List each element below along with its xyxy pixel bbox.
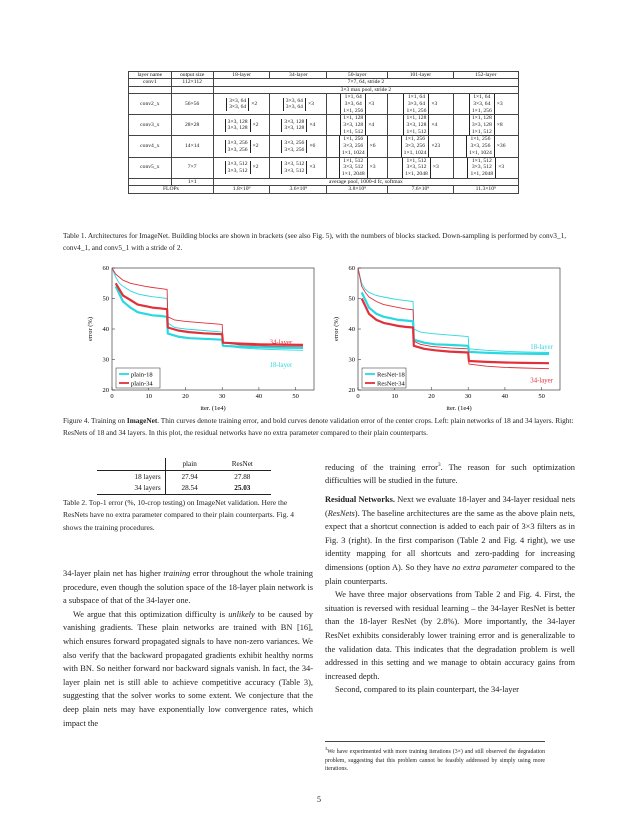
flops-value: 11.3×10⁹ — [453, 186, 518, 193]
inline-series-label: 34-layer — [530, 377, 553, 385]
table-row — [129, 79, 519, 86]
block-layer: 3×3, 512 — [284, 160, 305, 167]
x-tick-label: 30 — [218, 393, 226, 400]
flops-value: 3.6×10⁹ — [270, 186, 327, 193]
figure4-caption-bold: ImageNet — [126, 416, 158, 425]
block-cell — [388, 94, 453, 115]
y-tick-label: 60 — [102, 265, 109, 272]
figure4-caption — [63, 415, 575, 438]
row-label: 18 layers — [97, 470, 165, 482]
block-cell — [213, 94, 270, 115]
final-layer-cell: average pool, 1000-d fc, softmax — [213, 178, 518, 185]
block-layer: 3×3, 512 — [343, 164, 364, 171]
block-layer: 3×3, 512 — [227, 160, 248, 167]
layer-name-cell: conv1 — [129, 79, 172, 86]
block-cell — [270, 94, 327, 115]
left-column — [63, 567, 313, 730]
text-span: error throughout the whole training procedure, even though the solution space of the 18-layer plain network is a subspace of that of the 34-layer one. — [63, 569, 313, 606]
block-multiplier: ×36 — [496, 143, 506, 150]
block-layer: 3×3, 256 — [284, 146, 305, 153]
block-layer: 3×3, 64 — [407, 100, 425, 107]
block-multiplier: ×3 — [309, 164, 316, 171]
block-layer: 1×1, 128 — [471, 115, 492, 122]
resnet-value: 25.03 — [214, 482, 271, 494]
footnote-mark: 3 — [325, 746, 328, 751]
x-tick-label: 20 — [428, 393, 435, 400]
block-layer: 1×1, 1024 — [469, 149, 492, 156]
block-bracket — [281, 161, 307, 174]
block-bracket — [281, 140, 307, 153]
legend-label: ResNet-34 — [377, 380, 405, 388]
output-size-cell: 28×28 — [171, 115, 213, 136]
block-cell — [270, 157, 327, 178]
flops-label: FLOPs — [129, 186, 214, 193]
block-cell — [388, 115, 453, 136]
building-block — [225, 161, 259, 174]
plain-nets-chart — [80, 262, 320, 412]
table1-caption: Table 1. Architectures for ImageNet. Building blocks are shown in brackets (see also Fig. 5), with the numbers of blocks stacked. Down-sampling is performed by conv3_1, conv4_1, and conv5_1 with a stride of 2. — [63, 231, 567, 252]
paragraph — [63, 608, 313, 730]
header-cell: 152-layer — [453, 72, 518, 79]
y-tick-label: 20 — [348, 387, 355, 394]
conv1-desc-cell: 7×7, 64, stride 2 — [213, 79, 518, 86]
maxpool-cell: 3×3 max pool, stride 2 — [213, 86, 518, 93]
block-cell — [453, 136, 518, 157]
block-layer: 3×3, 256 — [405, 143, 425, 150]
emphasis: unlikely — [228, 609, 255, 619]
block-bracket — [340, 94, 366, 114]
building-block — [281, 161, 315, 174]
block-layer: 3×3, 256 — [343, 143, 364, 150]
block-cell — [327, 94, 388, 115]
y-tick-label: 20 — [102, 387, 109, 394]
x-tick-label: 40 — [501, 393, 509, 400]
building-block — [469, 115, 503, 135]
block-cell — [388, 157, 453, 178]
block-layer: 1×1, 512 — [406, 128, 427, 135]
output-size-cell: 56×56 — [171, 94, 213, 115]
block-layer: 1×1, 128 — [406, 115, 427, 122]
building-block — [469, 94, 503, 114]
building-block — [226, 98, 257, 111]
block-multiplier: ×6 — [309, 143, 316, 150]
inline-series-label: 18-layer — [530, 343, 553, 351]
block-cell — [453, 94, 518, 115]
y-tick-label: 40 — [348, 326, 355, 333]
block-multiplier: ×4 — [368, 122, 375, 129]
block-multiplier: ×4 — [309, 122, 316, 129]
figure4-caption-rest: . Thin curves denote training error, and bold curves denote validation error of the center crops. Left: plain networks of 18 and 34 layers. Right: ResNets of 18 and 34 layers. In this plot, the residual networks have no extra parameter compared to their plain counterparts. — [63, 416, 574, 437]
block-cell — [453, 115, 518, 136]
block-layer: 1×1, 2048 — [470, 171, 494, 177]
block-cell — [213, 115, 270, 136]
figure4-caption-prefix: Figure 4. Training on — [63, 416, 127, 425]
chart-svg — [326, 262, 566, 412]
block-layer: 1×1, 64 — [473, 94, 491, 101]
flops-value: 1.8×10⁹ — [213, 186, 270, 193]
building-block — [340, 115, 374, 135]
output-size-cell: 7×7 — [171, 157, 213, 178]
x-tick-label: 0 — [110, 393, 114, 400]
x-tick-label: 50 — [292, 393, 299, 400]
block-bracket — [403, 94, 429, 114]
x-tick-label: 40 — [255, 393, 263, 400]
block-cell — [327, 115, 388, 136]
section-heading: Residual Networks. — [325, 494, 395, 504]
legend-label: plain-18 — [131, 371, 153, 379]
block-layer: 1×1, 256 — [470, 136, 491, 143]
inline-series-label: 34-layer — [269, 339, 293, 347]
block-layer: 1×1, 1024 — [403, 149, 427, 156]
block-layer: 3×3, 128 — [227, 118, 248, 125]
block-layer: 1×1, 256 — [471, 107, 492, 114]
block-layer: 3×3, 256 — [227, 146, 248, 153]
error-table — [97, 458, 271, 495]
block-layer: 3×3, 128 — [284, 118, 305, 125]
emphasis: ResNets — [327, 508, 355, 518]
text-span: ). The baseline architectures are the same as the above plain nets, expect that a shortcut connection is added to each pair of 3×3 filters as in Fig. 3 (right). In the first comparison (Table 2 and Fig. 4 right), we use identity mapping for all shortcuts and zero-padding for increasing dimensions (option A). So they have — [325, 508, 575, 572]
block-bracket — [469, 115, 495, 135]
block-cell — [327, 157, 388, 178]
row-label: 34 layers — [97, 482, 165, 494]
x-tick-label: 10 — [145, 393, 152, 400]
block-multiplier: ×3 — [431, 101, 438, 108]
emphasis: training — [163, 569, 191, 578]
plain-value: 28.54 — [165, 482, 214, 494]
table-row — [129, 136, 519, 157]
block-multiplier: ×2 — [252, 164, 259, 171]
y-tick-label: 60 — [348, 265, 355, 272]
layer-name-cell — [129, 86, 172, 93]
block-multiplier: ×3 — [498, 164, 505, 171]
x-tick-label: 20 — [182, 393, 189, 400]
emphasis: no extra parameter — [452, 562, 518, 572]
block-multiplier: ×6 — [369, 143, 376, 150]
block-layer: 1×1, 512 — [343, 157, 364, 164]
building-block — [403, 115, 437, 135]
block-bracket — [339, 136, 368, 156]
block-cell — [388, 136, 453, 157]
layer-name-cell: conv2_x — [129, 94, 172, 115]
page-number: 5 — [317, 795, 321, 804]
block-multiplier: ×3 — [432, 164, 439, 171]
block-layer: 1×1, 256 — [406, 107, 427, 114]
table-row — [129, 94, 519, 115]
flops-value: 7.6×10⁹ — [388, 186, 453, 193]
block-layer: 3×3, 256 — [284, 139, 305, 146]
block-layer: 3×3, 128 — [227, 125, 248, 132]
layer-name-cell: conv4_x — [129, 136, 172, 157]
legend-label: ResNet-18 — [377, 371, 405, 379]
block-layer: 3×3, 64 — [285, 104, 303, 111]
header-cell: 50-layer — [327, 72, 388, 79]
right-column — [325, 459, 575, 697]
block-bracket — [225, 119, 251, 132]
block-multiplier: ×3 — [368, 101, 375, 108]
text-span: Next we evaluate 18-layer and 34-layer residual nets ( — [325, 494, 576, 518]
flops-row — [129, 186, 519, 193]
block-layer: 3×3, 128 — [406, 122, 427, 129]
block-bracket — [466, 136, 495, 156]
block-cell — [213, 136, 270, 157]
block-layer: 1×1, 512 — [471, 128, 492, 135]
paragraph — [63, 567, 313, 608]
header-cell: 34-layer — [270, 72, 327, 79]
table-row — [129, 86, 519, 93]
block-rows — [129, 94, 519, 178]
plain-value: 27.94 — [181, 472, 198, 481]
block-multiplier: ×2 — [251, 101, 258, 108]
block-multiplier: ×23 — [431, 143, 441, 150]
block-layer: 3×3, 512 — [471, 164, 492, 171]
block-layer: 1×1, 1024 — [341, 149, 365, 156]
block-layer: 1×1, 256 — [343, 107, 364, 114]
building-block — [225, 119, 259, 132]
block-bracket — [283, 98, 306, 111]
output-size-cell — [171, 86, 213, 93]
text-span: 34-layer plain net has higher — [63, 569, 164, 578]
text-span: reducing of the training error — [325, 462, 438, 472]
block-bracket — [225, 140, 251, 153]
paragraph — [325, 459, 575, 488]
building-block — [402, 158, 439, 178]
block-bracket — [281, 119, 307, 132]
building-block — [281, 119, 315, 132]
header-cell: output size — [171, 72, 213, 79]
block-layer: 3×3, 64 — [344, 100, 362, 107]
block-layer: 3×3, 512 — [227, 167, 248, 174]
x-axis-label: iter. (1e4) — [446, 405, 472, 412]
block-multiplier: ×2 — [252, 143, 259, 150]
layer-name-cell — [129, 178, 172, 185]
y-tick-label: 50 — [348, 295, 355, 303]
building-block — [401, 136, 440, 156]
block-bracket — [226, 98, 249, 111]
output-size-cell: 14×14 — [171, 136, 213, 157]
header-cell — [97, 458, 165, 470]
output-size-cell: 112×112 — [171, 79, 213, 86]
block-bracket — [402, 158, 431, 178]
footnote-ref: 3 — [437, 462, 441, 468]
architecture-table — [128, 71, 519, 194]
block-multiplier: ×8 — [496, 122, 503, 129]
y-tick-label: 40 — [102, 326, 109, 333]
x-tick-label: 10 — [391, 393, 398, 400]
text-span: to be caused by vanishing gradients. These plain networks are trained with BN [16], which ensures forward propagated signals to have non-zero variances. We also verify that the backward propagated gradients exhibit healthy norms with BN. So neither forward nor backward signals vanish. In fact, the 34-layer plain net is still able to achieve competitive accuracy (Table 3), suggesting that the solver works to some extent. We conjecture that the deep plain nets may have exponentially low convergence rates, which impact the — [63, 609, 313, 728]
building-block — [283, 98, 314, 111]
x-axis-label: iter. (1e4) — [200, 405, 226, 412]
block-cell — [270, 115, 327, 136]
y-tick-label: 30 — [348, 356, 355, 364]
text-span: We argue that this optimization difficulty is — [73, 609, 229, 619]
block-cell — [327, 136, 388, 157]
output-size-cell: 1×1 — [171, 178, 213, 185]
paragraph: Second, compared to its plain counterpart, the 34-layer — [335, 685, 519, 695]
footnote — [325, 741, 545, 774]
block-multiplier: ×4 — [431, 122, 438, 129]
y-axis-label: error (%) — [333, 317, 340, 341]
table-row — [129, 157, 519, 178]
block-layer: 3×3, 256 — [470, 143, 491, 150]
header-cell: 18-layer — [213, 72, 270, 79]
building-block — [339, 136, 376, 156]
block-layer: 3×3, 128 — [343, 122, 364, 129]
block-layer: 3×3, 256 — [227, 139, 248, 146]
footnote-text: We have experimented with more training iterations (3×) and still observed the degradation problem, suggesting that this problem cannot be feasibly addressed by simply using more iterations. — [325, 748, 545, 773]
block-bracket — [340, 115, 366, 135]
x-tick-label: 30 — [464, 393, 472, 400]
header-cell: ResNet — [214, 458, 271, 470]
block-cell — [213, 157, 270, 178]
block-layer: 3×3, 64 — [473, 100, 491, 107]
block-bracket — [467, 158, 496, 178]
resnets-chart — [326, 262, 566, 412]
header-cell: plain — [165, 458, 214, 470]
building-block — [466, 136, 505, 156]
chart-svg — [80, 262, 320, 412]
block-layer: 1×1, 512 — [343, 128, 364, 135]
building-block — [467, 158, 504, 178]
building-block — [225, 140, 259, 153]
block-cell — [270, 136, 327, 157]
block-layer: 1×1, 512 — [406, 157, 427, 164]
x-tick-label: 50 — [538, 393, 545, 400]
block-cell — [453, 157, 518, 178]
building-block — [403, 94, 437, 114]
building-block — [339, 158, 376, 178]
table2-caption: Table 2. Top-1 error (%, 10-crop testing) on ImageNet validation. Here the ResNets have no extra parameter compared to their plain counterparts. Fig. 4 shows the training procedures. — [63, 498, 294, 532]
layer-name-cell: conv3_x — [129, 115, 172, 136]
block-layer: 1×1, 512 — [471, 157, 492, 164]
table-row — [97, 482, 271, 494]
block-layer: 1×1, 256 — [343, 136, 364, 143]
block-layer: 1×1, 256 — [405, 136, 425, 143]
text-span: . The reason for such optimization difficulties will be studied in the future. — [325, 462, 575, 486]
y-tick-label: 30 — [102, 356, 109, 364]
x-tick-label: 0 — [356, 393, 360, 400]
block-bracket — [403, 115, 429, 135]
legend-label: plain-34 — [131, 380, 153, 388]
block-multiplier: ×3 — [369, 164, 376, 171]
header-cell: 101-layer — [388, 72, 453, 79]
table-row — [129, 115, 519, 136]
block-bracket — [401, 136, 430, 156]
inline-series-label: 18-layer — [269, 362, 293, 370]
block-layer: 3×3, 64 — [229, 104, 247, 111]
text-span: compared to the plain counterparts. — [325, 562, 576, 586]
paragraph: We have three major observations from Table 2 and Fig. 4. First, the situation is reversed with residual learning – the 34-layer ResNet is better than the 18-layer ResNet (by 2.8%). More importantly, the 34-layer ResNet exhibits considerably lower training error and is generalizable to the validation data. This indicates that the degradation problem is well addressed in this setting and we manage to obtain accuracy gains from increased depth. — [325, 590, 575, 681]
header-cell: layer name — [129, 72, 172, 79]
block-layer: 3×3, 512 — [284, 167, 305, 174]
building-block — [340, 94, 374, 114]
table-header-row — [129, 72, 519, 79]
block-bracket — [339, 158, 368, 178]
block-layer: 1×1, 2048 — [405, 171, 428, 177]
block-layer: 3×3, 128 — [471, 122, 492, 129]
block-multiplier: ×2 — [252, 122, 259, 129]
building-block — [281, 140, 315, 153]
block-layer: 1×1, 64 — [344, 94, 362, 101]
resnet-value: 27.88 — [234, 472, 251, 481]
block-multiplier: ×3 — [496, 101, 503, 108]
block-layer: 3×3, 512 — [406, 164, 427, 171]
block-layer: 1×1, 2048 — [341, 171, 365, 177]
block-layer: 1×1, 64 — [407, 94, 425, 101]
table-header-row — [97, 458, 271, 470]
block-layer: 3×3, 128 — [284, 125, 305, 132]
y-axis-label: error (%) — [87, 317, 94, 341]
flops-value: 3.8×10⁹ — [327, 186, 388, 193]
block-multiplier: ×3 — [307, 101, 314, 108]
block-bracket — [469, 94, 495, 114]
block-layer: 3×3, 64 — [285, 97, 303, 104]
block-layer: 3×3, 64 — [229, 97, 247, 104]
table-row — [97, 470, 271, 482]
block-bracket — [225, 161, 251, 174]
block-layer: 1×1, 128 — [343, 115, 364, 122]
layer-name-cell: conv5_x — [129, 157, 172, 178]
paragraph — [325, 493, 575, 588]
y-tick-label: 50 — [102, 295, 109, 303]
table-row — [129, 178, 519, 185]
